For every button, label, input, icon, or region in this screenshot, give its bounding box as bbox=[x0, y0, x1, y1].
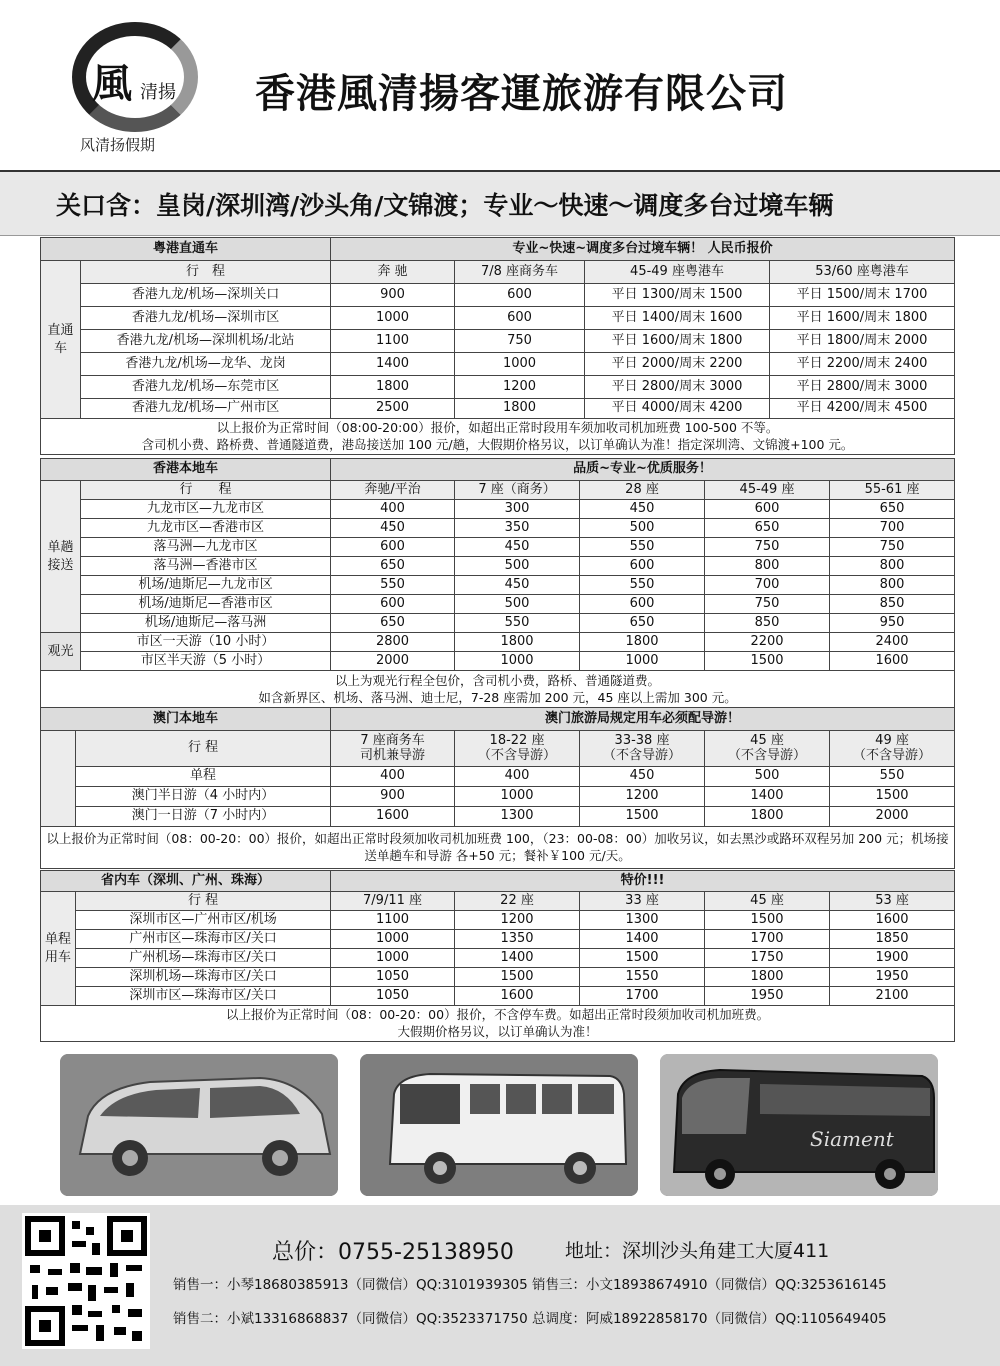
price-cell: 1000 bbox=[331, 930, 455, 949]
column-header: 奔驰/平治 bbox=[331, 481, 455, 500]
price-cell: 平日 1800/周末 2000 bbox=[770, 330, 955, 353]
table-row bbox=[41, 353, 955, 376]
price-cell: 1200 bbox=[455, 376, 585, 399]
price-cell: 500 bbox=[455, 595, 580, 614]
price-cell: 500 bbox=[705, 767, 830, 787]
route-cell: 机场/迪斯尼—香港市区 bbox=[81, 595, 331, 614]
route-cell: 九龙市区—九龙市区 bbox=[81, 500, 331, 519]
table-row bbox=[41, 767, 955, 787]
side-label: 直通车 bbox=[41, 261, 81, 419]
price-cell: 1500 bbox=[580, 807, 705, 827]
note-row bbox=[41, 827, 955, 869]
section-provincial bbox=[40, 870, 955, 1042]
note-line: 以上报价为正常时间（08:00-20:00）报价，如超出正常时段用车须加收司机加班费 100-500 不等。 bbox=[216, 420, 779, 436]
table-row bbox=[41, 930, 955, 949]
minibus-icon bbox=[360, 1054, 638, 1196]
price-cell: 850 bbox=[705, 614, 830, 633]
section-title: 省内车（深圳、广州、珠海） bbox=[41, 871, 331, 892]
price-cell: 650 bbox=[331, 614, 455, 633]
price-cell: 600 bbox=[705, 500, 830, 519]
route-cell: 香港九龙/机场—深圳市区 bbox=[81, 307, 331, 330]
column-header: 奔 驰 bbox=[331, 261, 455, 284]
price-cell: 平日 1500/周末 1700 bbox=[770, 284, 955, 307]
price-cell: 700 bbox=[705, 576, 830, 595]
price-cell: 1800 bbox=[331, 376, 455, 399]
route-cell: 广州机场—珠海市区/关口 bbox=[76, 949, 331, 968]
section-subtitle: 特价!!! bbox=[331, 871, 955, 892]
price-cell: 1800 bbox=[705, 968, 830, 987]
section-header bbox=[41, 708, 955, 731]
route-cell: 深圳市区—广州市区/机场 bbox=[76, 911, 331, 930]
section-note bbox=[41, 1006, 955, 1042]
table-row bbox=[41, 557, 955, 576]
column-header: 45 座 （不含导游） bbox=[705, 731, 830, 767]
route-cell: 澳门一日游（7 小时内） bbox=[76, 807, 331, 827]
column-header: 28 座 bbox=[580, 481, 705, 500]
price-cell: 800 bbox=[830, 576, 955, 595]
table-row bbox=[41, 330, 955, 353]
section-note bbox=[41, 671, 955, 709]
price-cell: 平日 1300/周末 1500 bbox=[585, 284, 770, 307]
price-cell: 450 bbox=[455, 538, 580, 557]
price-cell: 1400 bbox=[705, 787, 830, 807]
note-line: 如含新界区、机场、落马洲、迪士尼，7-28 座需加 200 元，45 座以上需加 300 元。 bbox=[258, 689, 737, 705]
table-row bbox=[41, 652, 955, 671]
price-cell: 1200 bbox=[455, 911, 580, 930]
note-line: 以上为观光行程全包价，含司机小费，路桥、普通隧道费。 bbox=[335, 673, 661, 689]
section-macau-local bbox=[40, 707, 955, 869]
table-row bbox=[41, 538, 955, 557]
table-row bbox=[41, 576, 955, 595]
column-header: 22 座 bbox=[455, 892, 580, 911]
price-cell: 1200 bbox=[580, 787, 705, 807]
side-label: 单趟接送 bbox=[41, 481, 81, 633]
route-cell: 单程 bbox=[76, 767, 331, 787]
price-cell: 2000 bbox=[331, 652, 455, 671]
price-cell: 1900 bbox=[830, 949, 955, 968]
price-cell: 750 bbox=[705, 595, 830, 614]
price-cell: 1100 bbox=[331, 911, 455, 930]
qr-code-icon bbox=[22, 1213, 150, 1349]
price-cell: 1850 bbox=[830, 930, 955, 949]
note-line: 含司机小费、路桥费、普通隧道费，港岛接送加 100 元/趟，大假期价格另议，以订单确认为准！指定深圳湾、文锦渡+100 元。 bbox=[141, 436, 854, 452]
column-header: 行 程 bbox=[76, 892, 331, 911]
price-cell: 450 bbox=[580, 767, 705, 787]
price-cell: 600 bbox=[580, 557, 705, 576]
company-name: 香港風清揚客運旅游有限公司 bbox=[255, 70, 788, 117]
side-blank bbox=[41, 731, 76, 827]
table-row bbox=[41, 911, 955, 930]
price-cell: 800 bbox=[705, 557, 830, 576]
section-subtitle: 品质~专业~优质服务！ bbox=[331, 459, 955, 481]
table-row bbox=[41, 500, 955, 519]
table-row bbox=[41, 787, 955, 807]
bus-livery-text: Siament bbox=[810, 1127, 894, 1151]
price-cell: 1000 bbox=[455, 652, 580, 671]
route-cell: 香港九龙/机场—广州市区 bbox=[81, 399, 331, 419]
price-cell: 350 bbox=[455, 519, 580, 538]
sales-contact-line: 销售一：小琴18680385913（同微信）QQ:3101939305 销售三：小文18938674910（同微信）QQ:3253616145 bbox=[173, 1277, 887, 1293]
price-cell: 1000 bbox=[331, 307, 455, 330]
price-cell: 2000 bbox=[830, 807, 955, 827]
price-cell: 1950 bbox=[705, 987, 830, 1006]
table-row bbox=[41, 284, 955, 307]
price-cell: 600 bbox=[331, 538, 455, 557]
note-row bbox=[41, 1006, 955, 1042]
price-cell: 平日 2800/周末 3000 bbox=[770, 376, 955, 399]
price-cell: 1050 bbox=[331, 987, 455, 1006]
price-cell: 1500 bbox=[455, 968, 580, 987]
coach-bus-icon bbox=[660, 1054, 938, 1196]
section-title: 粤港直通车 bbox=[41, 238, 331, 261]
route-cell: 九龙市区—香港市区 bbox=[81, 519, 331, 538]
route-cell: 机场/迪斯尼—落马洲 bbox=[81, 614, 331, 633]
phone-number[interactable]: 0755-25138950 bbox=[338, 1240, 514, 1265]
mpv-van-photo bbox=[60, 1054, 338, 1196]
price-cell: 平日 1600/周末 1800 bbox=[770, 307, 955, 330]
column-header: 45-49 座 bbox=[705, 481, 830, 500]
section-note: 以上报价为正常时间（08：00-20：00）报价，如超出正常时段须加收司机加班费 100，（23：00-08：00）加收另议，如去黑沙或路环双程另加 200 元；机场接送单趟车和导游 各+50 元；餐补￥100 元/天。 bbox=[41, 827, 955, 869]
footer bbox=[0, 1205, 1000, 1366]
section-subtitle: 专业~快速~调度多台过境车辆！ 人民币报价 bbox=[331, 238, 955, 261]
column-header: 33-38 座 （不含导游） bbox=[580, 731, 705, 767]
price-cell: 平日 1600/周末 1800 bbox=[585, 330, 770, 353]
price-cell: 500 bbox=[455, 557, 580, 576]
price-cell: 1700 bbox=[705, 930, 830, 949]
column-header: 45-49 座粤港车 bbox=[585, 261, 770, 284]
logo-script: 清揚 bbox=[140, 82, 176, 103]
price-cell: 1000 bbox=[331, 949, 455, 968]
brush-circle-logo bbox=[72, 22, 198, 132]
price-cell: 1500 bbox=[830, 787, 955, 807]
price-cell: 1600 bbox=[830, 911, 955, 930]
price-cell: 600 bbox=[331, 595, 455, 614]
section-hk-local bbox=[40, 458, 955, 709]
price-cell: 1400 bbox=[455, 949, 580, 968]
price-cell: 550 bbox=[830, 767, 955, 787]
column-header: 33 座 bbox=[580, 892, 705, 911]
logo-caption: 风清扬假期 bbox=[80, 136, 156, 154]
price-cell: 平日 4000/周末 4200 bbox=[585, 399, 770, 419]
table-row bbox=[41, 595, 955, 614]
column-header: 7 座（商务） bbox=[455, 481, 580, 500]
price-cell: 800 bbox=[830, 557, 955, 576]
price-cell: 450 bbox=[455, 576, 580, 595]
section-title: 香港本地车 bbox=[41, 459, 331, 481]
price-cell: 1300 bbox=[455, 807, 580, 827]
price-cell: 2200 bbox=[705, 633, 830, 652]
column-header: 53 座 bbox=[830, 892, 955, 911]
price-cell: 650 bbox=[705, 519, 830, 538]
column-header: 7/9/11 座 bbox=[331, 892, 455, 911]
note-line: 以上报价为正常时间（08：00-20：00）报价，不含停车费。如超出正常时段须加收司机加班费。 bbox=[225, 1007, 770, 1023]
price-cell: 平日 2000/周末 2200 bbox=[585, 353, 770, 376]
column-header: 53/60 座粤港车 bbox=[770, 261, 955, 284]
price-cell: 2100 bbox=[830, 987, 955, 1006]
price-cell: 900 bbox=[331, 787, 455, 807]
column-header: 18-22 座 （不含导游） bbox=[455, 731, 580, 767]
table-row bbox=[41, 376, 955, 399]
price-cell: 550 bbox=[331, 576, 455, 595]
note-row bbox=[41, 419, 955, 455]
section-header bbox=[41, 238, 955, 261]
price-cell: 400 bbox=[455, 767, 580, 787]
price-cell: 1800 bbox=[705, 807, 830, 827]
price-cell: 600 bbox=[580, 595, 705, 614]
price-cell: 650 bbox=[830, 500, 955, 519]
price-cell: 750 bbox=[705, 538, 830, 557]
price-cell: 1400 bbox=[580, 930, 705, 949]
price-cell: 650 bbox=[580, 614, 705, 633]
price-cell: 450 bbox=[331, 519, 455, 538]
price-cell: 650 bbox=[331, 557, 455, 576]
price-cell: 1500 bbox=[705, 911, 830, 930]
price-cell: 1050 bbox=[331, 968, 455, 987]
column-header: 55-61 座 bbox=[830, 481, 955, 500]
route-cell: 深圳市区—珠海市区/关口 bbox=[76, 987, 331, 1006]
table-row bbox=[41, 307, 955, 330]
price-cell: 700 bbox=[830, 519, 955, 538]
table-row bbox=[41, 987, 955, 1006]
address: 地址：深圳沙头角建工大厦411 bbox=[565, 1240, 830, 1262]
total-price bbox=[272, 1235, 514, 1266]
price-cell: 450 bbox=[580, 500, 705, 519]
price-cell: 550 bbox=[455, 614, 580, 633]
logo-glyph: 風 bbox=[92, 60, 132, 107]
route-cell: 市区一天游（10 小时） bbox=[81, 633, 331, 652]
header bbox=[0, 0, 1000, 172]
price-cell: 600 bbox=[455, 284, 585, 307]
route-cell: 广州市区—珠海市区/关口 bbox=[76, 930, 331, 949]
column-header: 7/8 座商务车 bbox=[455, 261, 585, 284]
price-cell: 1950 bbox=[830, 968, 955, 987]
column-header: 45 座 bbox=[705, 892, 830, 911]
section-note bbox=[41, 419, 955, 455]
route-cell: 落马洲—九龙市区 bbox=[81, 538, 331, 557]
column-header-row bbox=[41, 892, 955, 911]
price-cell: 300 bbox=[455, 500, 580, 519]
price-cell: 1800 bbox=[580, 633, 705, 652]
price-cell: 2500 bbox=[331, 399, 455, 419]
table-row bbox=[41, 807, 955, 827]
price-cell: 1400 bbox=[331, 353, 455, 376]
price-cell: 平日 1400/周末 1600 bbox=[585, 307, 770, 330]
price-cell: 平日 4200/周末 4500 bbox=[770, 399, 955, 419]
price-cell: 1550 bbox=[580, 968, 705, 987]
coaster-bus-photo bbox=[360, 1054, 638, 1196]
route-cell: 落马洲—香港市区 bbox=[81, 557, 331, 576]
route-cell: 香港九龙/机场—深圳机场/北站 bbox=[81, 330, 331, 353]
table-row bbox=[41, 968, 955, 987]
ports-banner-text: 关口含：皇岗/深圳湾/沙头角/文锦渡；专业～快速～调度多台过境车辆 bbox=[56, 191, 834, 220]
price-cell: 平日 2800/周末 3000 bbox=[585, 376, 770, 399]
column-header: 49 座 （不含导游） bbox=[830, 731, 955, 767]
price-cell: 750 bbox=[830, 538, 955, 557]
price-cell: 400 bbox=[331, 767, 455, 787]
price-cell: 1000 bbox=[580, 652, 705, 671]
route-cell: 机场/迪斯尼—九龙市区 bbox=[81, 576, 331, 595]
section-cross-border bbox=[40, 237, 955, 455]
column-header: 行 程 bbox=[81, 261, 331, 284]
price-cell: 900 bbox=[331, 284, 455, 307]
price-cell: 1750 bbox=[705, 949, 830, 968]
column-header: 7 座商务车 司机兼导游 bbox=[331, 731, 455, 767]
side-label: 观光 bbox=[41, 633, 81, 671]
coach-bus-photo bbox=[660, 1054, 938, 1196]
price-cell: 1600 bbox=[331, 807, 455, 827]
route-cell: 香港九龙/机场—龙华、龙岗 bbox=[81, 353, 331, 376]
price-cell: 1300 bbox=[580, 911, 705, 930]
column-header: 行 程 bbox=[81, 481, 331, 500]
price-cell: 平日 2200/周末 2400 bbox=[770, 353, 955, 376]
vehicle-photos bbox=[60, 1054, 940, 1196]
table-row bbox=[41, 399, 955, 419]
price-cell: 2400 bbox=[830, 633, 955, 652]
price-cell: 1100 bbox=[331, 330, 455, 353]
note-row bbox=[41, 671, 955, 709]
table-row bbox=[41, 614, 955, 633]
column-header: 行 程 bbox=[76, 731, 331, 767]
price-cell: 1350 bbox=[455, 930, 580, 949]
price-cell: 950 bbox=[830, 614, 955, 633]
route-cell: 澳门半日游（4 小时内） bbox=[76, 787, 331, 807]
table-row bbox=[41, 519, 955, 538]
route-cell: 香港九龙/机场—东莞市区 bbox=[81, 376, 331, 399]
column-header-row bbox=[41, 731, 955, 767]
route-cell: 香港九龙/机场—深圳关口 bbox=[81, 284, 331, 307]
price-cell: 2800 bbox=[331, 633, 455, 652]
section-header bbox=[41, 459, 955, 481]
price-cell: 1600 bbox=[455, 987, 580, 1006]
price-cell: 1500 bbox=[580, 949, 705, 968]
column-header-row bbox=[41, 481, 955, 500]
table-row bbox=[41, 949, 955, 968]
qr-code[interactable] bbox=[22, 1213, 150, 1349]
column-header-row bbox=[41, 261, 955, 284]
table-row bbox=[41, 633, 955, 652]
section-header bbox=[41, 871, 955, 892]
note-line: 大假期价格另议，以订单确认为准！ bbox=[397, 1023, 598, 1039]
price-cell: 1800 bbox=[455, 399, 585, 419]
price-cell: 1600 bbox=[830, 652, 955, 671]
price-cell: 500 bbox=[580, 519, 705, 538]
price-cell: 850 bbox=[830, 595, 955, 614]
price-cell: 1000 bbox=[455, 787, 580, 807]
side-label: 单程用车 bbox=[41, 892, 76, 1006]
ports-banner bbox=[0, 172, 1000, 236]
price-cell: 1500 bbox=[705, 652, 830, 671]
route-cell: 市区半天游（5 小时） bbox=[81, 652, 331, 671]
price-cell: 550 bbox=[580, 538, 705, 557]
route-cell: 深圳机场—珠海市区/关口 bbox=[76, 968, 331, 987]
sales-contact-line: 销售二：小斌13316868837（同微信）QQ:3523371750 总调度：阿威18922858170（同微信）QQ:1105649405 bbox=[173, 1311, 887, 1327]
section-subtitle: 澳门旅游局规定用车必须配导游！ bbox=[331, 708, 955, 731]
price-cell: 550 bbox=[580, 576, 705, 595]
section-title: 澳门本地车 bbox=[41, 708, 331, 731]
price-cell: 400 bbox=[331, 500, 455, 519]
price-cell: 1000 bbox=[455, 353, 585, 376]
price-cell: 750 bbox=[455, 330, 585, 353]
mpv-van-icon bbox=[60, 1054, 338, 1196]
price-cell: 1700 bbox=[580, 987, 705, 1006]
price-cell: 600 bbox=[455, 307, 585, 330]
total-label: 总价： bbox=[272, 1240, 339, 1265]
price-cell: 1800 bbox=[455, 633, 580, 652]
